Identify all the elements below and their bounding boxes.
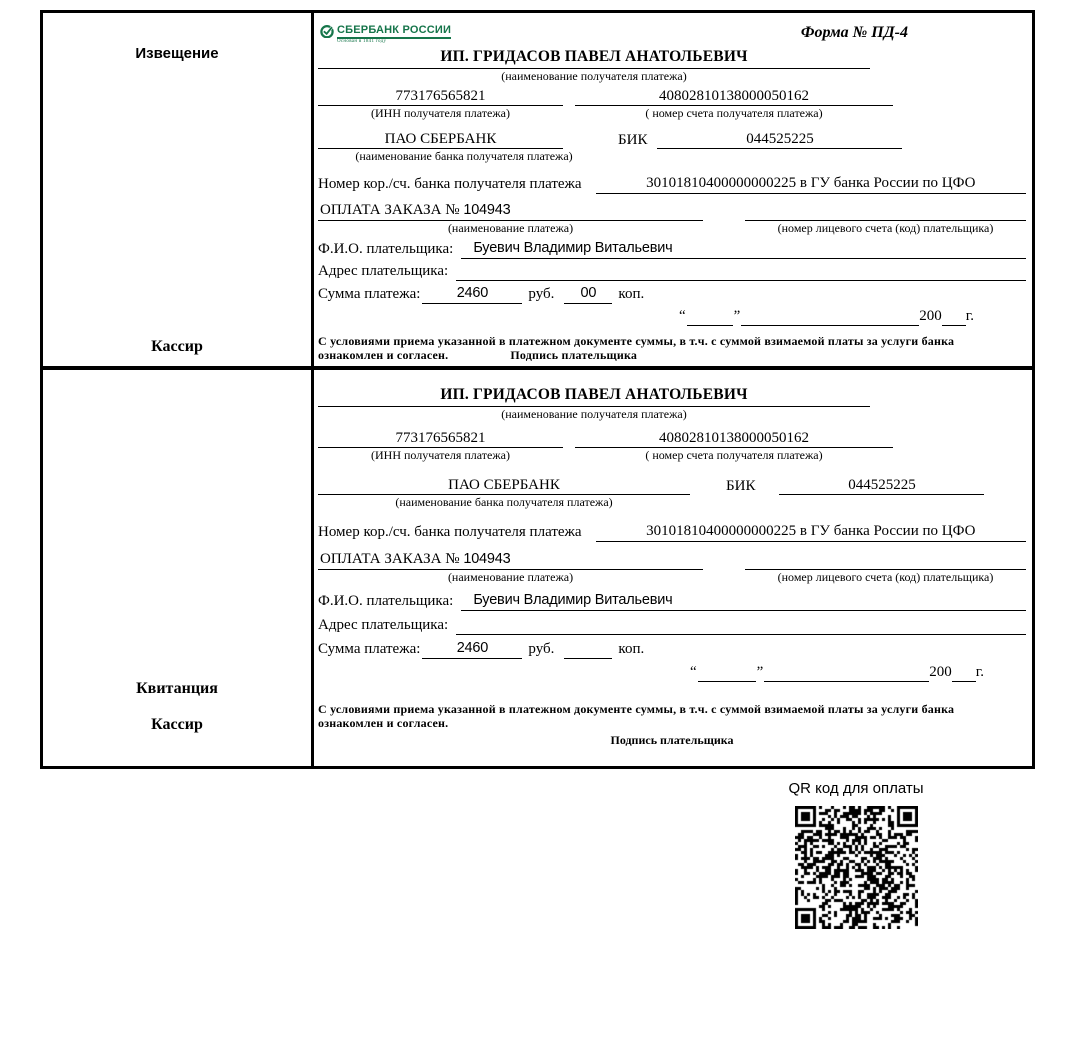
payer-name-row — [318, 591, 1026, 611]
amount-kop-value — [564, 658, 612, 659]
bik-label: БИК — [726, 478, 756, 494]
section-body — [314, 370, 1032, 766]
section-body — [314, 13, 1032, 366]
payment-captions-row — [318, 570, 1026, 585]
bank-name-value: ПАО СБЕРБАНК — [318, 476, 690, 495]
bank-row — [318, 130, 1026, 149]
bik-value: 044525225 — [779, 476, 984, 495]
kop-label: коп. — [618, 641, 645, 657]
payment-form-pd4 — [40, 10, 1035, 769]
order-number: 104943 — [463, 202, 511, 218]
payment-caption: (наименование платежа) — [447, 570, 574, 584]
year-prefix: 200 — [929, 664, 952, 680]
payment-name: ОПЛАТА ЗАКАЗА № — [320, 551, 460, 567]
payer-address-label: Адрес плательщика: — [318, 263, 449, 279]
payee-caption: (наименование получателя платежа) — [501, 69, 687, 83]
side-label-kassir: Кассир — [151, 716, 203, 733]
payer-name-label: Ф.И.О. плательщика: — [318, 241, 454, 257]
account-value: 40802810138000050162 — [575, 429, 893, 448]
terms-block — [318, 702, 1026, 730]
inn-value: 773176565821 — [318, 87, 563, 106]
amount-rub-value: 2460 — [422, 639, 522, 659]
bank-caption: (наименование банка получателя платежа) — [395, 495, 613, 509]
date-day-field — [687, 306, 733, 326]
qr-code — [795, 806, 918, 929]
sum-label: Сумма платежа: — [318, 641, 421, 657]
logo-tagline: Основан в 1841 году — [337, 39, 387, 44]
side-column-izveshchenie — [43, 13, 314, 366]
payer-name-value: Буевич Владимир Витальевич — [461, 591, 1026, 611]
payer-address-label: Адрес плательщика: — [318, 617, 449, 633]
payment-name-field — [318, 550, 703, 570]
logo-bank-name: СБЕРБАНК РОССИИ — [337, 24, 451, 39]
personal-account-field — [745, 551, 1026, 570]
date-day-field — [698, 662, 756, 682]
inn-value: 773176565821 — [318, 429, 563, 448]
section-kvitanciya — [43, 370, 1032, 766]
account-caption: ( номер счета получателя платежа) — [645, 448, 823, 462]
bank-caption: (наименование банка получателя платежа) — [355, 149, 573, 163]
payee-name: ИП. ГРИДАСОВ ПАВЕЛ АНАТОЛЬЕВИЧ — [318, 48, 870, 69]
payee-name-block — [318, 48, 870, 84]
inn-account-row — [318, 87, 1026, 121]
corr-account-row — [318, 174, 1026, 194]
qr-block — [770, 780, 942, 929]
payment-name-row — [318, 550, 1026, 570]
rub-label: руб. — [528, 286, 555, 302]
form-number: Форма № ПД-4 — [800, 24, 908, 41]
payer-name-label: Ф.И.О. плательщика: — [318, 593, 454, 609]
date-year-field — [952, 662, 976, 682]
account-caption: ( номер счета получателя платежа) — [645, 106, 823, 120]
personal-account-field — [745, 202, 1026, 221]
quote-open: “ — [689, 664, 697, 680]
corr-value: 30101810400000000225 в ГУ банка России по ЦФО — [596, 174, 1026, 194]
payment-caption: (наименование платежа) — [447, 221, 574, 235]
signature-label: Подпись плательщика — [610, 733, 734, 747]
qr-label: QR код для оплаты — [788, 780, 924, 797]
signature-label: Подпись плательщика — [510, 348, 638, 362]
bik-value: 044525225 — [657, 130, 902, 149]
rub-label: руб. — [528, 641, 555, 657]
bank-name-value: ПАО СБЕРБАНК — [318, 130, 563, 149]
side-label-kvitanciya: Квитанция — [136, 680, 218, 697]
side-label-izveshchenie: Извещение — [135, 45, 219, 62]
payer-address-row — [318, 616, 1026, 635]
quote-close: ” — [756, 664, 764, 680]
sum-label: Сумма платежа: — [318, 286, 421, 302]
payer-address-field — [456, 616, 1026, 635]
quote-open: “ — [678, 308, 686, 324]
payment-name-row — [318, 201, 1026, 221]
personal-account-caption: (номер лицевого счета (код) плательщика) — [777, 221, 994, 235]
account-value: 40802810138000050162 — [575, 87, 893, 106]
payer-address-field — [456, 262, 1026, 281]
year-suffix: г. — [965, 308, 974, 324]
personal-account-caption: (номер лицевого счета (код) плательщика) — [777, 570, 994, 584]
side-label-kassir: Кассир — [151, 338, 203, 355]
header-row — [318, 24, 1026, 48]
terms-line1: С условиями приема указанной в платежном документе суммы, в т.ч. с суммой взимаемой платы за услуги банка — [318, 702, 955, 716]
corr-account-row — [318, 522, 1026, 542]
date-row — [318, 662, 984, 682]
sum-row — [318, 639, 1026, 659]
bank-row — [318, 476, 1026, 495]
year-suffix: г. — [975, 664, 984, 680]
payment-name: ОПЛАТА ЗАКАЗА № — [320, 202, 460, 218]
kop-label: коп. — [618, 286, 645, 302]
inn-account-row — [318, 429, 1026, 463]
amount-rub-value: 2460 — [422, 284, 522, 304]
order-number: 104943 — [463, 551, 511, 567]
date-month-field — [764, 662, 929, 682]
inn-caption: (ИНН получателя платежа) — [371, 106, 510, 120]
section-izveshchenie — [43, 13, 1032, 370]
quote-close: ” — [733, 308, 741, 324]
amount-kop-value: 00 — [564, 284, 612, 304]
payee-caption: (наименование получателя платежа) — [501, 407, 687, 421]
logo-text-block — [337, 24, 451, 45]
bik-label: БИК — [618, 132, 648, 148]
side-column-kvitanciya — [43, 370, 314, 766]
date-row — [318, 306, 974, 326]
payment-name-field — [318, 201, 703, 221]
payer-address-row — [318, 262, 1026, 281]
sberbank-tick-icon — [320, 24, 334, 38]
sum-row — [318, 284, 1026, 304]
terms-line1: С условиями приема указанной в платежном документе суммы, в т.ч. с суммой взимаемой платы за услуги банка — [318, 334, 955, 348]
inn-caption: (ИНН получателя платежа) — [371, 448, 510, 462]
terms-block — [318, 334, 1026, 362]
corr-label: Номер кор./сч. банка получателя платежа — [318, 176, 582, 192]
payee-name-block — [318, 386, 870, 422]
sberbank-logo — [320, 24, 451, 45]
corr-label: Номер кор./сч. банка получателя платежа — [318, 524, 582, 540]
year-prefix: 200 — [919, 308, 942, 324]
date-month-field — [741, 306, 919, 326]
terms-line2: ознакомлен и согласен. — [318, 348, 449, 362]
terms-line2: ознакомлен и согласен. — [318, 716, 449, 730]
payer-name-value: Буевич Владимир Витальевич — [461, 239, 1026, 259]
date-year-field — [942, 306, 966, 326]
payment-captions-row — [318, 221, 1026, 236]
payer-name-row — [318, 239, 1026, 259]
payee-name: ИП. ГРИДАСОВ ПАВЕЛ АНАТОЛЬЕВИЧ — [318, 386, 870, 407]
corr-value: 30101810400000000225 в ГУ банка России по ЦФО — [596, 522, 1026, 542]
